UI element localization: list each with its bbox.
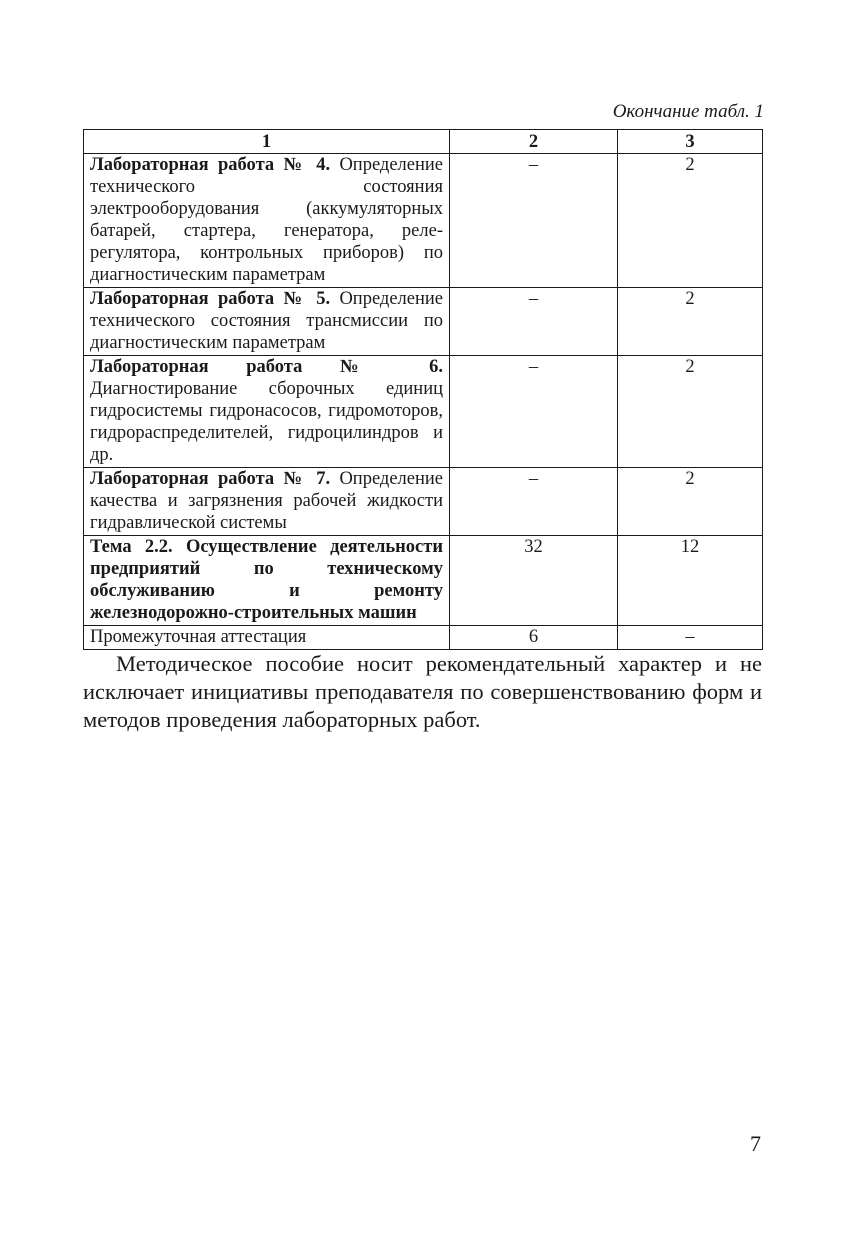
table-row-theme	[84, 536, 763, 626]
table-caption: Окончание табл. 1	[612, 101, 764, 122]
column-header-1: 1	[84, 130, 450, 154]
body-paragraph: Методическое пособие носит рекомендательный характер и не исключает инициативы преподавателя по совершенствованию форм и методов проведения лабораторных работ.	[83, 651, 762, 732]
row-description: Промежуточная аттестация	[84, 626, 450, 650]
cell-col3: –	[618, 626, 763, 650]
cell-col2: –	[450, 356, 618, 468]
cell-col3: 2	[618, 154, 763, 288]
cell-col2: 32	[450, 536, 618, 626]
cell-col3: 2	[618, 356, 763, 468]
table-row	[84, 626, 763, 650]
page-number: 7	[750, 1131, 761, 1156]
table-header-row	[84, 130, 763, 154]
lab-text: Диагностирование сборочных единиц гидросистемы гидронасосов, гидромоторов, гидрораспределителей, гидроцилиндров и др.	[90, 379, 443, 465]
column-header-2: 2	[450, 130, 618, 154]
row-description	[84, 356, 450, 468]
row-description	[84, 288, 450, 356]
table-row	[84, 468, 763, 536]
cell-col2: 6	[450, 626, 618, 650]
lab-text: Определение технического состояния трансмиссии по диагностическим параметрам	[90, 289, 444, 353]
cell-col2: –	[450, 154, 618, 288]
table-row	[84, 288, 763, 356]
lab-text: Определение технического состояния электрооборудования (аккумуляторных батарей, стартера, генератора, реле-регулятора, контрольных приборов) по диагностическим параметрам	[90, 155, 444, 285]
data-table	[83, 129, 763, 650]
row-description	[84, 154, 450, 288]
lab-text: Определение качества и загрязнения рабочей жидкости гидравлической системы	[90, 469, 444, 533]
lab-title: Лабораторная работа № 5.	[90, 289, 331, 309]
cell-col2: –	[450, 468, 618, 536]
cell-col3: 12	[618, 536, 763, 626]
theme-title: Тема 2.2. Осуществление деятельности предприятий по техническому обслуживанию и ремонту железнодорожно-строительных машин	[84, 536, 450, 626]
table-row	[84, 356, 763, 468]
lab-title: Лабораторная работа № 6.	[90, 357, 443, 377]
column-header-3: 3	[618, 130, 763, 154]
cell-col3: 2	[618, 288, 763, 356]
table-row	[84, 154, 763, 288]
lab-title: Лабораторная работа № 4.	[90, 155, 331, 175]
cell-col3: 2	[618, 468, 763, 536]
lab-title: Лабораторная работа № 7.	[90, 469, 331, 489]
row-description	[84, 468, 450, 536]
cell-col2: –	[450, 288, 618, 356]
